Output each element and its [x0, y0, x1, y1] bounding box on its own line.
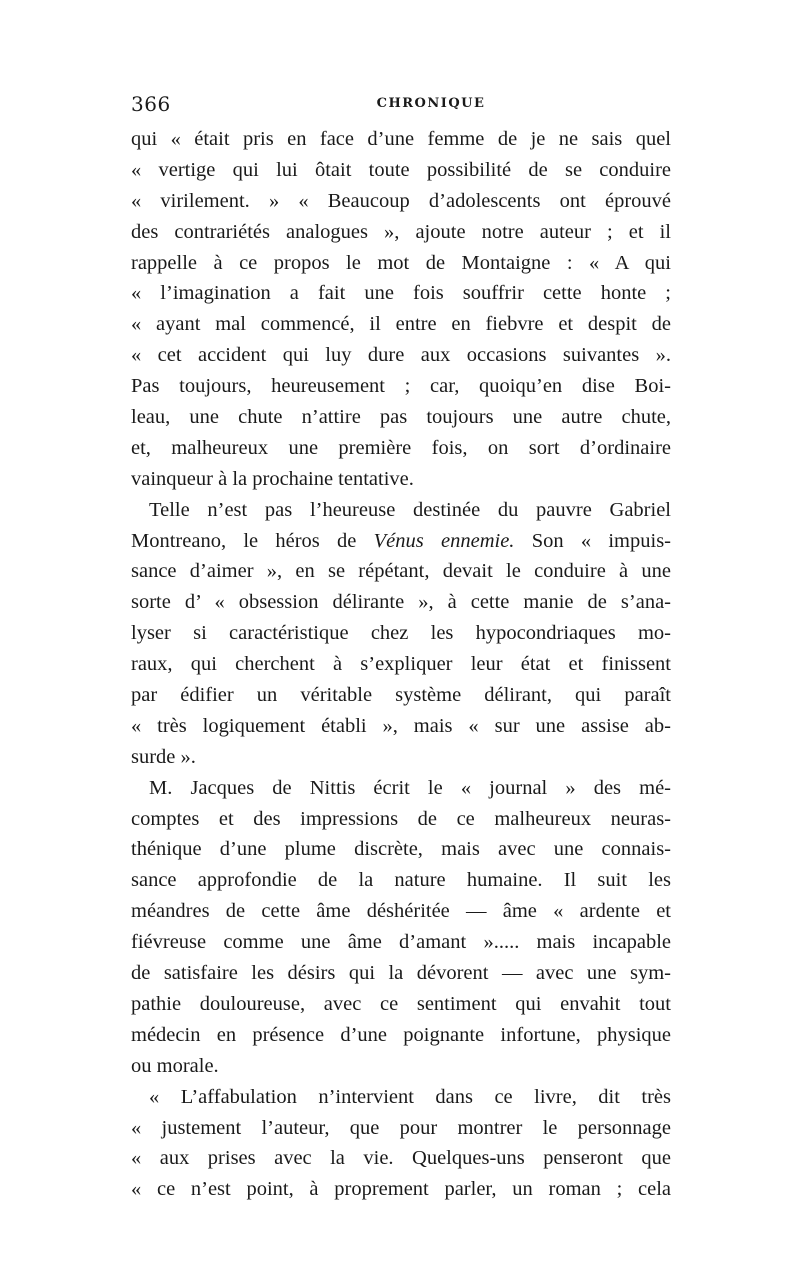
text-line: « aux prises avec la vie. Quelques-uns penseront que: [131, 1147, 671, 1170]
text-line: thénique d’une plume discrète, mais avec une connais-: [131, 838, 671, 861]
line-text: Montreano, le héros de: [131, 529, 374, 552]
text-line: sance d’aimer », en se répétant, devait le conduire à une: [131, 560, 671, 583]
paragraph-end-line: surde ».: [131, 745, 196, 768]
paragraph-end-line: ou morale.: [131, 1054, 219, 1077]
text-line: fiévreuse comme une âme d’amant »..... mais incapable: [131, 931, 671, 954]
line-text: Son « impuis-: [514, 529, 671, 552]
text-line: qui « était pris en face d’une femme de je ne sais quel: [131, 128, 671, 150]
paragraph-end-line: vainqueur à la prochaine tentative.: [131, 467, 414, 490]
text-line: raux, qui cherchent à s’expliquer leur état et finissent: [131, 653, 671, 676]
text-line: « virilement. » « Beaucoup d’adolescents ont éprouvé: [131, 189, 671, 212]
text-line: Pas toujours, heureusement ; car, quoiqu’en dise Boi-: [131, 375, 671, 398]
paragraph-start-line: Telle n’est pas l’heureuse destinée du pauvre Gabriel: [149, 498, 671, 521]
text-line: et, malheureux une première fois, on sort d’ordinaire: [131, 436, 671, 459]
text-line: des contrariétés analogues », ajoute notre auteur ; et il: [131, 220, 671, 243]
body-text: [131, 124, 671, 1205]
text-line: « ce n’est point, à proprement parler, un roman ; cela: [131, 1178, 671, 1201]
text-line: méandres de cette âme déshéritée — âme « ardente et: [131, 900, 671, 923]
text-line: médecin en présence d’une poignante infortune, physique: [131, 1023, 671, 1046]
text-line: sorte d’ « obsession délirante », à cette manie de s’ana-: [131, 591, 671, 614]
book-title: Vénus ennemie.: [373, 529, 515, 552]
text-line: [131, 526, 671, 557]
text-line: « l’imagination a fait une fois souffrir cette honte ;: [131, 282, 671, 305]
text-line: pathie douloureuse, avec ce sentiment qui envahit tout: [131, 992, 671, 1015]
text-line: sance approfondie de la nature humaine. Il suit les: [131, 869, 671, 892]
running-head: CHRONIQUE: [376, 96, 486, 111]
text-line: leau, une chute n’attire pas toujours une autre chute,: [131, 406, 671, 429]
text-line: « cet accident qui luy dure aux occasions suivantes ».: [131, 344, 671, 367]
text-line: rappelle à ce propos le mot de Montaigne : « A qui: [131, 251, 671, 274]
text-line: lyser si caractéristique chez les hypocondriaques mo-: [131, 622, 671, 645]
paragraph-start-line: M. Jacques de Nittis écrit le « journal » des mé-: [149, 776, 671, 799]
text-line: « très logiquement établi », mais « sur une assise ab-: [131, 714, 671, 737]
text-line: « vertige qui lui ôtait toute possibilité de se conduire: [131, 158, 671, 181]
text-line: par édifier un véritable système délirant, qui paraît: [131, 684, 671, 707]
text-line: « justement l’auteur, que pour montrer le personnage: [131, 1116, 671, 1139]
paragraph-start-line: « L’affabulation n’intervient dans ce livre, dit très: [149, 1085, 671, 1108]
page-number: 366: [131, 92, 171, 116]
text-line: « ayant mal commencé, il entre en fiebvre et despit de: [131, 313, 671, 336]
page-header: [131, 92, 671, 116]
text-line: comptes et des impressions de ce malheureux neuras-: [131, 807, 671, 830]
text-line: de satisfaire les désirs qui la dévorent — avec une sym-: [131, 962, 671, 985]
